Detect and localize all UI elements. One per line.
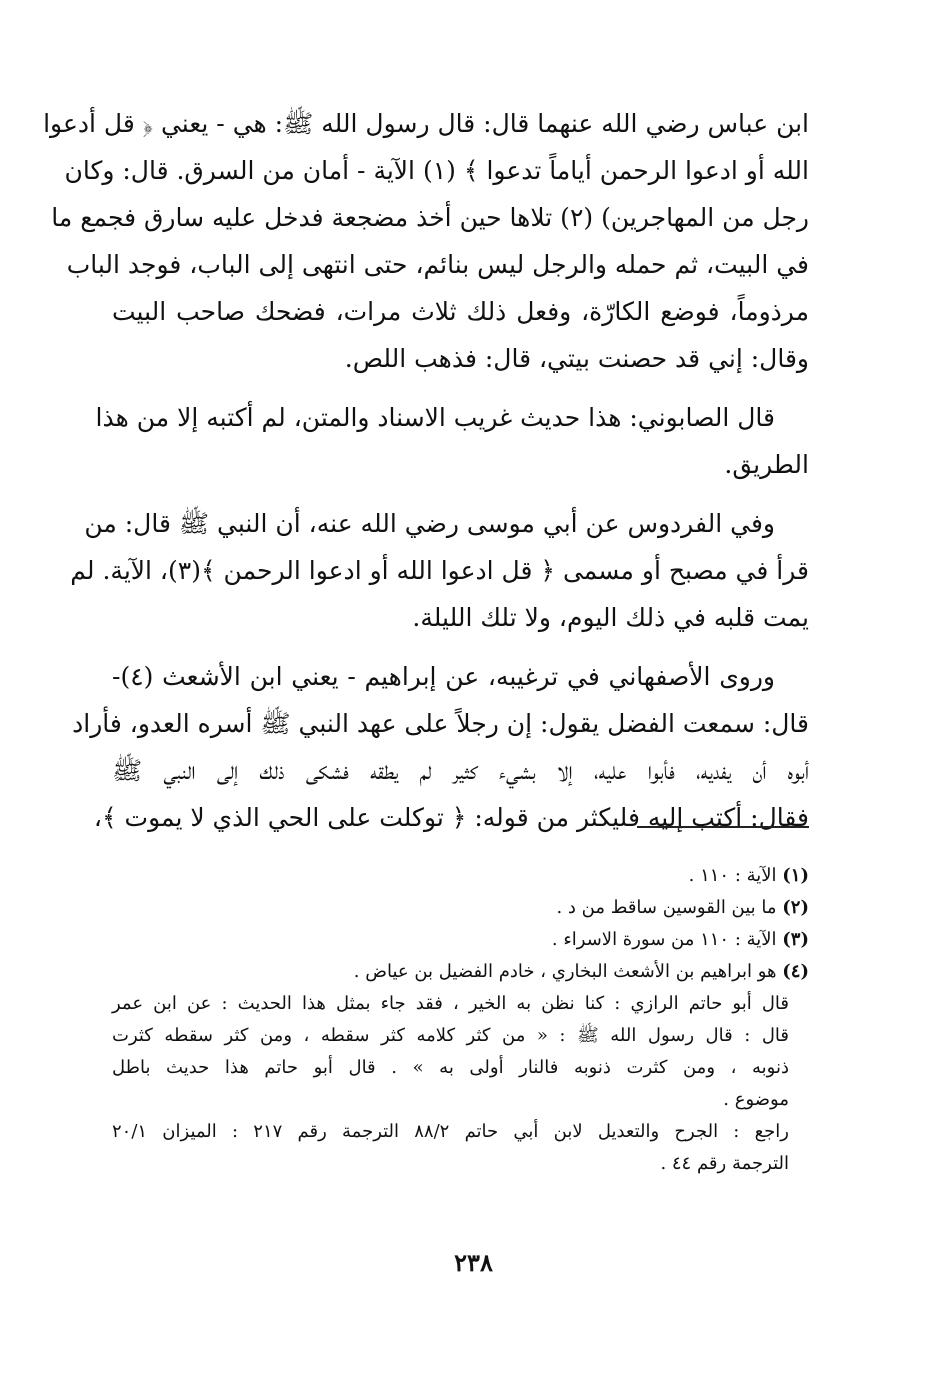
footnote-line: قال : قال رسول الله ﷺ : « من كثر كلامه كثر سقطه ، ومن كثر سقطه كثرت [112, 1025, 789, 1046]
footnote-line: موضوع . [723, 1089, 789, 1110]
paragraph-4 [72, 653, 809, 841]
text-line: وفي الفردوس عن أبي موسى رضي الله عنه، أن النبي ﷺ قال: من [84, 509, 775, 538]
text-line: فقال: أكتب إليه فليكثر من قوله: ﴿ توكلت على الحي الذي لا يموت ﴾، [93, 803, 809, 832]
paragraph-2 [95, 394, 809, 488]
footnote-text: ما بين القوسين ساقط من د . [556, 897, 777, 918]
footnote-text: الآية : ١١٠ من سورة الاسراء . [551, 929, 777, 950]
footnote-number: (١) [782, 865, 809, 886]
main-text [43, 100, 809, 853]
text-line: أبوه أن يفديه، فأبوا عليه، إلا بشيء كثير لم يطقه فشكى ذلك إلى النبي ﷺ [112, 756, 809, 785]
text-line: وروى الأصفهاني في ترغيبه، عن إبراهيم - يعني ابن الأشعث (٤)- [112, 662, 775, 691]
text-line: يمت قلبه في ذلك اليوم، ولا تلك الليلة. [412, 603, 809, 632]
text-line: رجل من المهاجرين) (٢) تلاها حين أخذ مضجعة فدخل عليه سارق فجمع ما [51, 203, 809, 232]
footnote-4-reference [112, 1116, 809, 1180]
paragraph-3 [70, 500, 809, 641]
footnote-line: ذنوبه ، ومن كثرت ذنوبه فالنار أولى به » . قال أبو حاتم هذا حديث باطل [112, 1057, 789, 1078]
paragraph-1 [43, 100, 809, 382]
text-line: الله أو ادعوا الرحمن أياماً تدعوا ﴾ (١) الآية - أمان من السرق. قال: وكان [64, 156, 809, 185]
text-line: الطريق. [724, 450, 809, 479]
footnote-separator [637, 826, 809, 828]
text-line: قرأ في مصبح أو مسمى ﴿ قل ادعوا الله أو ادعوا الرحمن ﴾(٣)، الآية. لم [70, 556, 809, 585]
footnote-number: (٢) [782, 897, 809, 918]
footnote-number: (٣) [782, 929, 809, 950]
footnote-text: الآية : ١١٠ . [688, 865, 777, 886]
footnote-3 [112, 924, 809, 956]
footnote-number: (٤) [782, 961, 809, 982]
page-number: ٢٣٨ [454, 1248, 493, 1277]
footnotes [112, 860, 809, 1180]
footnote-1 [112, 860, 809, 892]
text-line: قال: سمعت الفضل يقول: إن رجلاً على عهد النبي ﷺ أسره العدو، فأراد [72, 709, 809, 738]
footnote-text: هو ابراهيم بن الأشعث البخاري ، خادم الفضيل بن عياض . [353, 961, 777, 982]
text-line: في البيت، ثم حمله والرجل ليس بنائم، حتى انتهى إلى الباب، فوجد الباب [66, 250, 809, 279]
text-line: ابن عباس رضي الله عنهما قال: قال رسول الله ﷺ: هي - يعني ﴿ قل أدعوا [43, 109, 809, 138]
text-line: وقال: إني قد حصنت بيتي، قال: فذهب اللص. [344, 344, 809, 373]
footnote-4 [112, 956, 809, 988]
footnote-line: قال أبو حاتم الرازي : كنا نظن به الخير ، فقد جاء بمثل هذا الحديث : عن ابن عمر [112, 993, 789, 1014]
footnote-line: راجع : الجرح والتعديل لابن أبي حاتم ٨٨/٢ الترجمة رقم ٢١٧ : الميزان ٢٠/١ [112, 1121, 789, 1142]
footnote-4-detail [112, 988, 809, 1116]
footnote-line: الترجمة رقم ٤٤ . [660, 1153, 789, 1174]
footnote-2 [112, 892, 809, 924]
text-line: مرذوماً، فوضع الكارّة، وفعل ذلك ثلاث مرات، فضحك صاحب البيت [112, 297, 809, 326]
text-line: قال الصابوني: هذا حديث غريب الاسناد والمتن، لم أكتبه إلا من هذا [95, 403, 775, 432]
